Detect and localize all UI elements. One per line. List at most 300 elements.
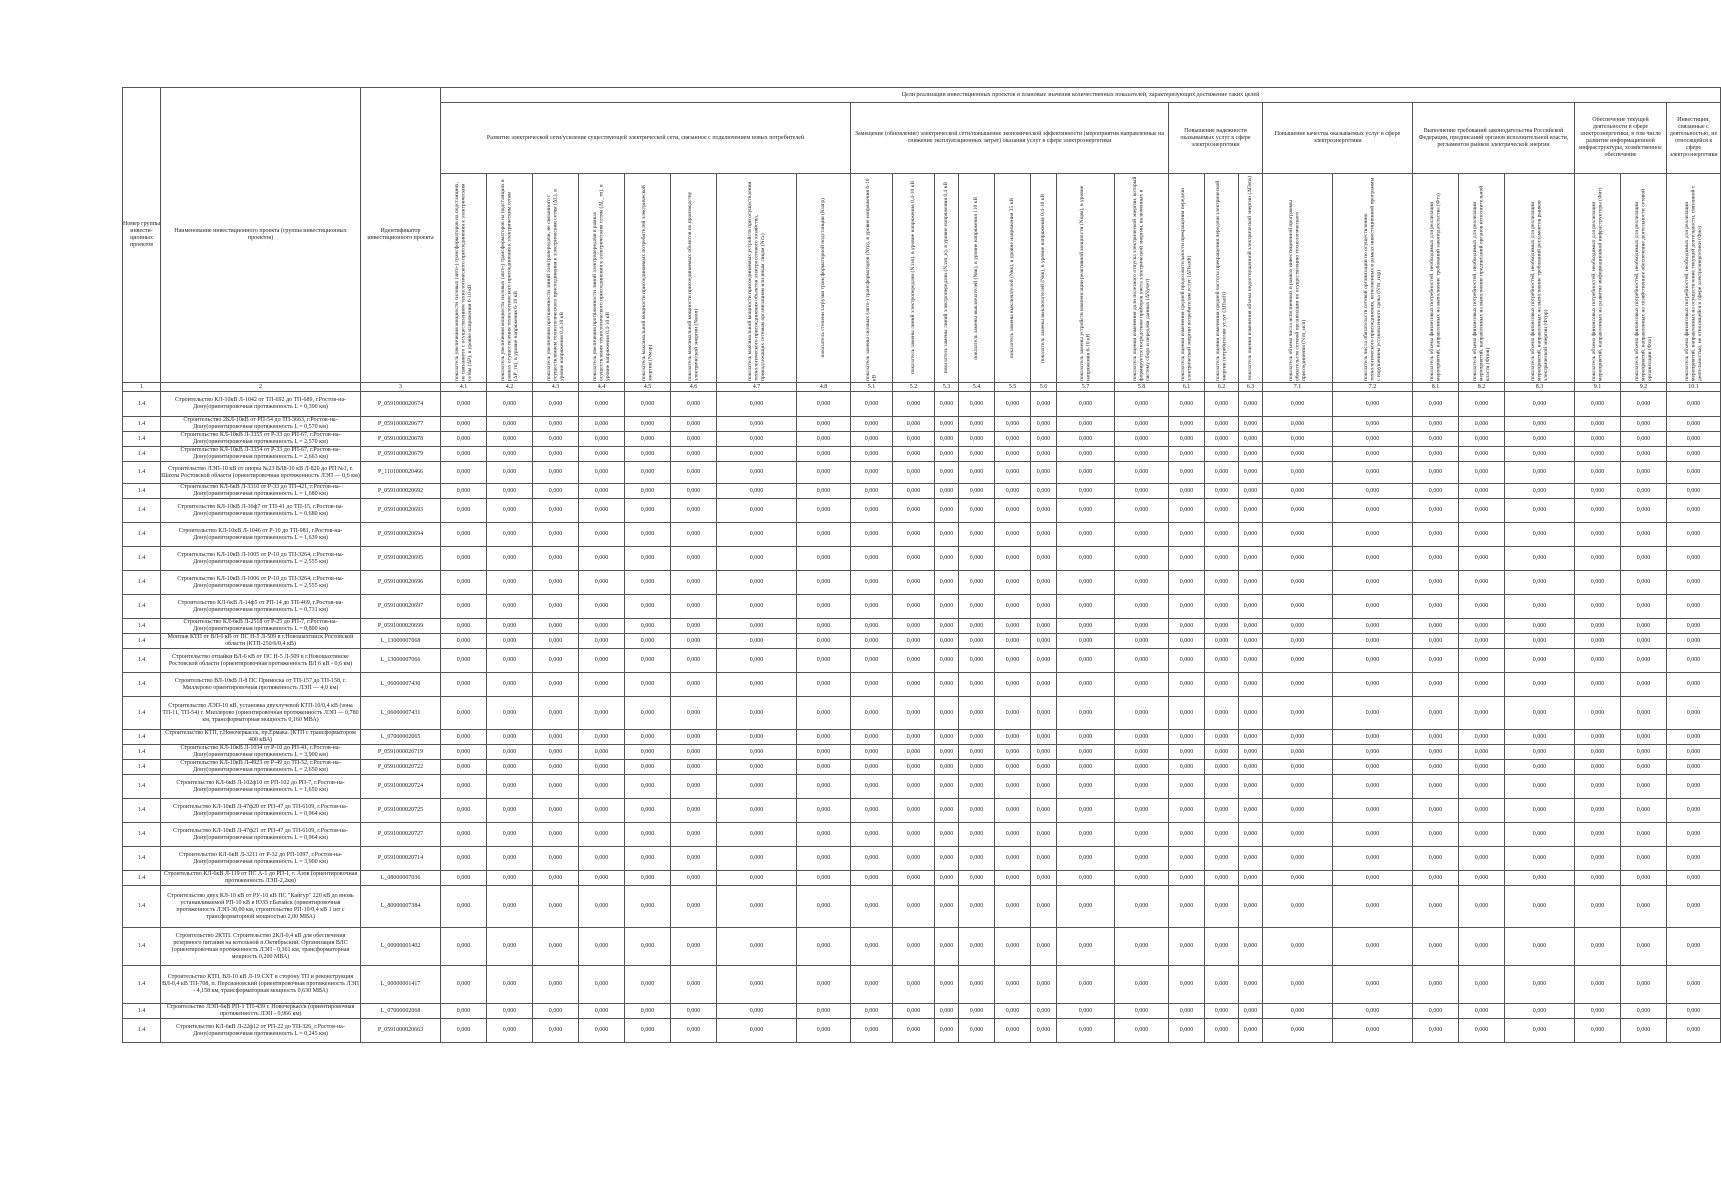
value-cell: 0,000 [851,745,893,760]
indicator-header [1263,174,1333,383]
value-cell: 0,000 [625,886,671,928]
value-cell: 0,000 [995,499,1031,523]
indicator-header [959,174,995,383]
value-cell: 0,000 [1031,447,1057,462]
value-cell: 0,000 [1115,649,1169,673]
row-project-id: L_80000007384 [361,886,441,928]
value-cell: 0,000 [1205,1019,1239,1043]
value-cell: 0,000 [1169,760,1205,775]
value-cell: 0,000 [625,928,671,966]
value-cell: 0,000 [1575,547,1621,571]
value-cell: 0,000 [441,417,487,432]
value-cell: 0,000 [1575,847,1621,871]
value-cell: 0,000 [1263,1004,1333,1019]
value-cell: 0,000 [1413,392,1459,417]
value-cell: 0,000 [533,928,579,966]
value-cell: 0,000 [935,1019,959,1043]
value-cell: 0,000 [1057,432,1115,447]
value-cell: 0,000 [1667,775,1721,799]
table-row [123,799,1721,823]
value-cell: 0,000 [1031,392,1057,417]
row-project-name: Строительство КЛ-6кВ Л-3211 от Р-32 до РП-1097, г.Ростов-на-Дону(ориентировочная протяженность L = 3,900 км) [161,847,361,871]
header-row-top [123,88,1721,103]
value-cell: 0,000 [671,547,717,571]
value-cell: 0,000 [1057,619,1115,634]
value-cell: 0,000 [1505,847,1575,871]
value-cell: 0,000 [1205,847,1239,871]
value-cell: 0,000 [671,417,717,432]
value-cell: 0,000 [717,928,797,966]
row-project-id: P_0591000020727 [361,823,441,847]
value-cell: 0,000 [995,730,1031,745]
value-cell: 0,000 [579,1019,625,1043]
value-cell: 0,000 [1621,871,1667,886]
value-cell: 0,000 [1031,417,1057,432]
value-cell: 0,000 [625,871,671,886]
value-cell: 0,000 [1057,871,1115,886]
value-cell: 0,000 [797,928,851,966]
indicator-label: показатель увеличения протяженности линий электропередачи, не связанного с осуществлением технологического присоединения к электрическим сетям (ΔL), в уровне напряжения 0,4-10 кВ [545,188,565,381]
indicator-label: показатель увеличения мощности силовых (авто-) трансформаторов на подстанциях в рамках осуществления технологического присоединения к электрическим сетям (ΔP_тп), в уровне напряжения 6-10 кВ [499,178,519,381]
value-cell: 0,000 [533,634,579,649]
value-cell: 0,000 [717,745,797,760]
table-row [123,649,1721,673]
indicator-label: показатель максимальной мощности присоединяемых устройств при осуществлении технологического присоединения объектов электросетевого хозяйства, принадлежащих сетевым организациям или иным лицам (Nсх) [746,181,766,381]
value-cell: 0,000 [1505,775,1575,799]
value-cell: 0,000 [441,499,487,523]
value-cell: 0,000 [1057,417,1115,432]
value-cell: 0,000 [893,619,935,634]
value-cell: 0,000 [579,928,625,966]
value-cell: 0,000 [441,571,487,595]
value-cell: 0,000 [625,649,671,673]
value-cell: 0,000 [797,462,851,484]
table-row [123,417,1721,432]
value-cell: 0,000 [851,499,893,523]
value-cell: 0,000 [1459,1019,1505,1043]
column-number: 6.1 [1169,383,1205,392]
value-cell: 0,000 [797,1004,851,1019]
value-cell: 0,000 [851,1004,893,1019]
value-cell: 0,000 [1333,392,1413,417]
indicator-label: показатель числа обязательств сетевой организации по осуществлению технологического присоединения, исполненных в рамках инвестиционной программы с нарушением установленного срока (Nтп_нар) [1362,177,1382,381]
value-cell: 0,000 [1413,649,1459,673]
value-cell: 0,000 [1621,417,1667,432]
row-group-number: 1.4 [123,760,161,775]
row-project-name: Строительство КЛ-6кВ Л-14ф5 от РП-14 до ТП-469, г.Ростов-на-Дону(ориентировочная протяженность L = 0,731 км) [161,595,361,619]
value-cell: 0,000 [717,697,797,730]
value-cell: 0,000 [1575,775,1621,799]
value-cell: 0,000 [1333,697,1413,730]
value-cell: 0,000 [1169,649,1205,673]
value-cell: 0,000 [1333,462,1413,484]
indicator-header [579,174,625,383]
value-cell: 0,000 [717,499,797,523]
value-cell: 0,000 [1413,886,1459,928]
value-cell: 0,000 [717,417,797,432]
value-cell: 0,000 [1459,447,1505,462]
value-cell: 0,000 [579,966,625,1004]
value-cell: 0,000 [1413,634,1459,649]
column-number: 4.7 [717,383,797,392]
value-cell: 0,000 [487,499,533,523]
value-cell: 0,000 [1169,1019,1205,1043]
value-cell: 0,000 [1459,871,1505,886]
indicator-header [995,174,1031,383]
value-cell: 0,000 [625,432,671,447]
value-cell: 0,000 [1333,571,1413,595]
value-cell: 0,000 [1621,799,1667,823]
value-cell: 0,000 [1115,499,1169,523]
value-cell: 0,000 [1169,484,1205,499]
value-cell: 0,000 [1239,484,1263,499]
value-cell: 0,000 [851,871,893,886]
row-group-number: 1.4 [123,799,161,823]
value-cell: 0,000 [1575,523,1621,547]
value-cell: 0,000 [533,484,579,499]
value-cell: 0,000 [671,697,717,730]
indicator-header [625,174,671,383]
value-cell: 0,000 [1621,432,1667,447]
value-cell: 0,000 [441,871,487,886]
investment-projects-table [122,87,1721,1043]
value-cell: 0,000 [487,673,533,697]
value-cell: 0,000 [1333,847,1413,871]
value-cell: 0,000 [959,547,995,571]
value-cell: 0,000 [441,432,487,447]
value-cell: 0,000 [1115,523,1169,547]
indicator-header [717,174,797,383]
value-cell: 0,000 [893,697,935,730]
value-cell: 0,000 [1057,775,1115,799]
row-group-number: 1.4 [123,392,161,417]
value-cell: 0,000 [1239,760,1263,775]
goal-group-header: Выполнение требований законодательства Российской Федерации, предписаний органов исполнительной власти, регламентов рынков электрической энергии [1413,103,1575,174]
value-cell: 0,000 [1115,619,1169,634]
value-cell: 0,000 [935,595,959,619]
value-cell: 0,000 [1115,697,1169,730]
value-cell: 0,000 [851,649,893,673]
row-project-name: Строительство КЛ-10кВ Л-1042 от ТП-692 до ТП-689, г.Ростов-на-Дону(ориентировочная протяженность L = 0,390 км) [161,392,361,417]
value-cell: 0,000 [995,673,1031,697]
value-cell: 0,000 [1239,392,1263,417]
value-cell: 0,000 [579,823,625,847]
value-cell: 0,000 [1505,649,1575,673]
value-cell: 0,000 [1169,871,1205,886]
value-cell: 0,000 [851,799,893,823]
value-cell: 0,000 [1459,634,1505,649]
column-number: 7.1 [1263,383,1333,392]
value-cell: 0,000 [1057,571,1115,595]
table-row [123,571,1721,595]
value-cell: 0,000 [1667,523,1721,547]
row-project-name: Строительство КЛ-10кВ Л-36ф7 от ТП-41 до ТП-15, г.Ростов-на-Дону(ориентировочная протяженность L = 0,680 км) [161,499,361,523]
value-cell: 0,000 [995,417,1031,432]
value-cell: 0,000 [441,730,487,745]
value-cell: 0,000 [1413,760,1459,775]
value-cell: 0,000 [1031,886,1057,928]
value-cell: 0,000 [1667,1004,1721,1019]
value-cell: 0,000 [995,928,1031,966]
value-cell: 0,000 [893,928,935,966]
value-cell: 0,000 [1239,799,1263,823]
value-cell: 0,000 [1413,547,1459,571]
value-cell: 0,000 [995,760,1031,775]
value-cell: 0,000 [1459,649,1505,673]
value-cell: 0,000 [487,697,533,730]
value-cell: 0,000 [441,634,487,649]
value-cell: 0,000 [1505,697,1575,730]
value-cell: 0,000 [1621,966,1667,1004]
value-cell: 0,000 [1667,966,1721,1004]
value-cell: 0,000 [1621,760,1667,775]
value-cell: 0,000 [1115,417,1169,432]
value-cell: 0,000 [797,697,851,730]
row-project-id: P_0591000020725 [361,799,441,823]
row-group-number: 1.4 [123,775,161,799]
value-cell: 0,000 [1239,547,1263,571]
value-cell: 0,000 [1459,484,1505,499]
value-cell: 0,000 [533,775,579,799]
value-cell: 0,000 [1031,760,1057,775]
value-cell: 0,000 [487,799,533,823]
value-cell: 0,000 [487,886,533,928]
value-cell: 0,000 [995,484,1031,499]
indicator-label: показатель объема финансовых потребностей, необходимых для реализации мероприятий, направленных на развитие информационной инфраструктуры (Фит) [1591,187,1604,381]
value-cell: 0,000 [1205,1004,1239,1019]
value-cell: 0,000 [1621,1004,1667,1019]
value-cell: 0,000 [959,673,995,697]
value-cell: 0,000 [935,760,959,775]
column-number: 8.3 [1505,383,1575,392]
value-cell: 0,000 [1459,928,1505,966]
value-cell: 0,000 [851,730,893,745]
value-cell: 0,000 [1239,634,1263,649]
value-cell: 0,000 [717,571,797,595]
value-cell: 0,000 [1667,745,1721,760]
value-cell: 0,000 [851,823,893,847]
value-cell: 0,000 [995,547,1031,571]
value-cell: 0,000 [1239,417,1263,432]
row-project-name: Строительство КЛ-6кВ Л-3310 от Р-33 до ТП-421, г.Ростов-на-Дону(ориентировочная протяженность L = 1,680 км) [161,484,361,499]
column-number: 5.1 [851,383,893,392]
row-project-name: Строительство ВЛ-10кВ Л-8 ПС Примоска от ТП-157 до ТП-158, г. Миллерово ориентировочная протяженность ЛЭП — 4,0 км) [161,673,361,697]
value-cell: 0,000 [935,619,959,634]
value-cell: 0,000 [995,886,1031,928]
row-project-id: P_0591000020697 [361,595,441,619]
value-cell: 0,000 [1505,499,1575,523]
value-cell: 0,000 [1459,745,1505,760]
table-row [123,745,1721,760]
value-cell: 0,000 [1621,499,1667,523]
indicator-label: показатель оценки изменения средней частоты прекращения передачи электрической энергии потребителям услуг (ΔПsaifi) [1215,180,1228,381]
value-cell: 0,000 [1505,966,1575,1004]
value-cell: 0,000 [1205,966,1239,1004]
value-cell: 0,000 [1505,462,1575,484]
value-cell: 0,000 [893,547,935,571]
value-cell: 0,000 [995,1004,1031,1019]
value-cell: 0,000 [717,462,797,484]
value-cell: 0,000 [797,417,851,432]
value-cell: 0,000 [995,649,1031,673]
value-cell: 0,000 [1031,1019,1057,1043]
value-cell: 0,000 [1413,619,1459,634]
value-cell: 0,000 [441,847,487,871]
table-row [123,673,1721,697]
value-cell: 0,000 [1621,730,1667,745]
value-cell: 0,000 [1239,966,1263,1004]
value-cell: 0,000 [625,775,671,799]
value-cell: 0,000 [1621,649,1667,673]
value-cell: 0,000 [533,799,579,823]
value-cell: 0,000 [1459,392,1505,417]
value-cell: 0,000 [1413,571,1459,595]
row-group-number: 1.4 [123,499,161,523]
value-cell: 0,000 [1667,823,1721,847]
value-cell: 0,000 [1115,745,1169,760]
value-cell: 0,000 [851,484,893,499]
row-group-number: 1.4 [123,571,161,595]
value-cell: 0,000 [1575,1004,1621,1019]
value-cell: 0,000 [851,775,893,799]
value-cell: 0,000 [1621,673,1667,697]
column-number: 10.1 [1667,383,1721,392]
value-cell: 0,000 [1031,697,1057,730]
value-cell: 0,000 [1575,619,1621,634]
value-cell: 0,000 [1621,823,1667,847]
value-cell: 0,000 [1333,673,1413,697]
row-group-number: 1.4 [123,1004,161,1019]
value-cell: 0,000 [579,571,625,595]
value-cell: 0,000 [1333,760,1413,775]
value-cell: 0,000 [1667,417,1721,432]
value-cell: 0,000 [1057,966,1115,1004]
value-cell: 0,000 [959,484,995,499]
value-cell: 0,000 [533,730,579,745]
value-cell: 0,000 [579,1004,625,1019]
value-cell: 0,000 [1205,571,1239,595]
value-cell: 0,000 [1459,697,1505,730]
row-group-number: 1.4 [123,730,161,745]
value-cell: 0,000 [1621,571,1667,595]
value-cell: 0,000 [1333,634,1413,649]
table-row [123,523,1721,547]
value-cell: 0,000 [893,745,935,760]
value-cell: 0,000 [533,462,579,484]
table-row [123,847,1721,871]
value-cell: 0,000 [1205,745,1239,760]
value-cell: 0,000 [1575,799,1621,823]
value-cell: 0,000 [1413,432,1459,447]
value-cell: 0,000 [441,649,487,673]
value-cell: 0,000 [1263,571,1333,595]
row-project-name: Строительство КЛ-6кВ Л-2518 от Р-25 до РП-7, г.Ростов-на-Дону(ориентировочная протяженность L = 0,800 км) [161,619,361,634]
row-project-id: P_0591000020679 [361,447,441,462]
value-cell: 0,000 [935,847,959,871]
value-cell: 0,000 [1575,634,1621,649]
indicator-header [1621,174,1667,383]
value-cell: 0,000 [1239,886,1263,928]
value-cell: 0,000 [995,447,1031,462]
value-cell: 0,000 [717,823,797,847]
row-project-id: P_0591000020692 [361,484,441,499]
row-group-number: 1.4 [123,417,161,432]
value-cell: 0,000 [1459,799,1505,823]
row-group-number: 1.4 [123,462,161,484]
value-cell: 0,000 [797,547,851,571]
value-cell: 0,000 [625,392,671,417]
row-project-id: L_13000007066 [361,649,441,673]
row-group-number: 1.4 [123,595,161,619]
value-cell: 0,000 [1169,634,1205,649]
value-cell: 0,000 [893,649,935,673]
value-cell: 0,000 [671,775,717,799]
indicator-header [1459,174,1505,383]
column-number: 5.5 [995,383,1031,392]
value-cell: 0,000 [1621,634,1667,649]
value-cell: 0,000 [1505,619,1575,634]
value-cell: 0,000 [959,595,995,619]
value-cell: 0,000 [533,760,579,775]
value-cell: 0,000 [1459,847,1505,871]
indicator-label: показатель объема финансовых потребностей, необходимых для реализации мероприятий, направленных на осуществление текущей деятельности, связанной с деятельностью, не относящейся к сфере электроэнергетики (Фно) [1683,185,1703,381]
value-cell: 0,000 [1505,484,1575,499]
value-cell: 0,000 [1263,886,1333,928]
value-cell: 0,000 [1169,799,1205,823]
value-cell: 0,000 [1169,417,1205,432]
column-number: 4.6 [671,383,717,392]
row-group-number: 1.4 [123,886,161,928]
value-cell: 0,000 [487,523,533,547]
value-cell: 0,000 [1169,673,1205,697]
value-cell: 0,000 [851,462,893,484]
value-cell: 0,000 [1169,392,1205,417]
value-cell: 0,000 [717,966,797,1004]
value-cell: 0,000 [579,775,625,799]
value-cell: 0,000 [1505,571,1575,595]
value-cell: 0,000 [671,619,717,634]
value-cell: 0,000 [487,730,533,745]
value-cell: 0,000 [1205,547,1239,571]
value-cell: 0,000 [1459,547,1505,571]
value-cell: 0,000 [671,823,717,847]
value-cell: 0,000 [1413,823,1459,847]
value-cell: 0,000 [935,730,959,745]
value-cell: 0,000 [579,595,625,619]
value-cell: 0,000 [579,392,625,417]
value-cell: 0,000 [1505,730,1575,745]
value-cell: 0,000 [1263,847,1333,871]
value-cell: 0,000 [959,447,995,462]
value-cell: 0,000 [1169,966,1205,1004]
row-project-id: L_00000001417 [361,966,441,1004]
value-cell: 0,000 [625,1004,671,1019]
value-cell: 0,000 [1205,499,1239,523]
value-cell: 0,000 [1621,392,1667,417]
value-cell: 0,000 [1263,417,1333,432]
value-cell: 0,000 [1575,760,1621,775]
value-cell: 0,000 [1667,634,1721,649]
value-cell: 0,000 [441,823,487,847]
value-cell: 0,000 [851,447,893,462]
row-project-name: Строительство 2КЛ-10кВ от РП-54 до ТП-3663, г.Ростов-на-Дону(ориентировочная протяженность L = 0,570 км) [161,417,361,432]
value-cell: 0,000 [579,432,625,447]
value-cell: 0,000 [1205,871,1239,886]
value-cell: 0,000 [1169,886,1205,928]
table-row [123,697,1721,730]
value-cell: 0,000 [1205,595,1239,619]
value-cell: 0,000 [1057,673,1115,697]
